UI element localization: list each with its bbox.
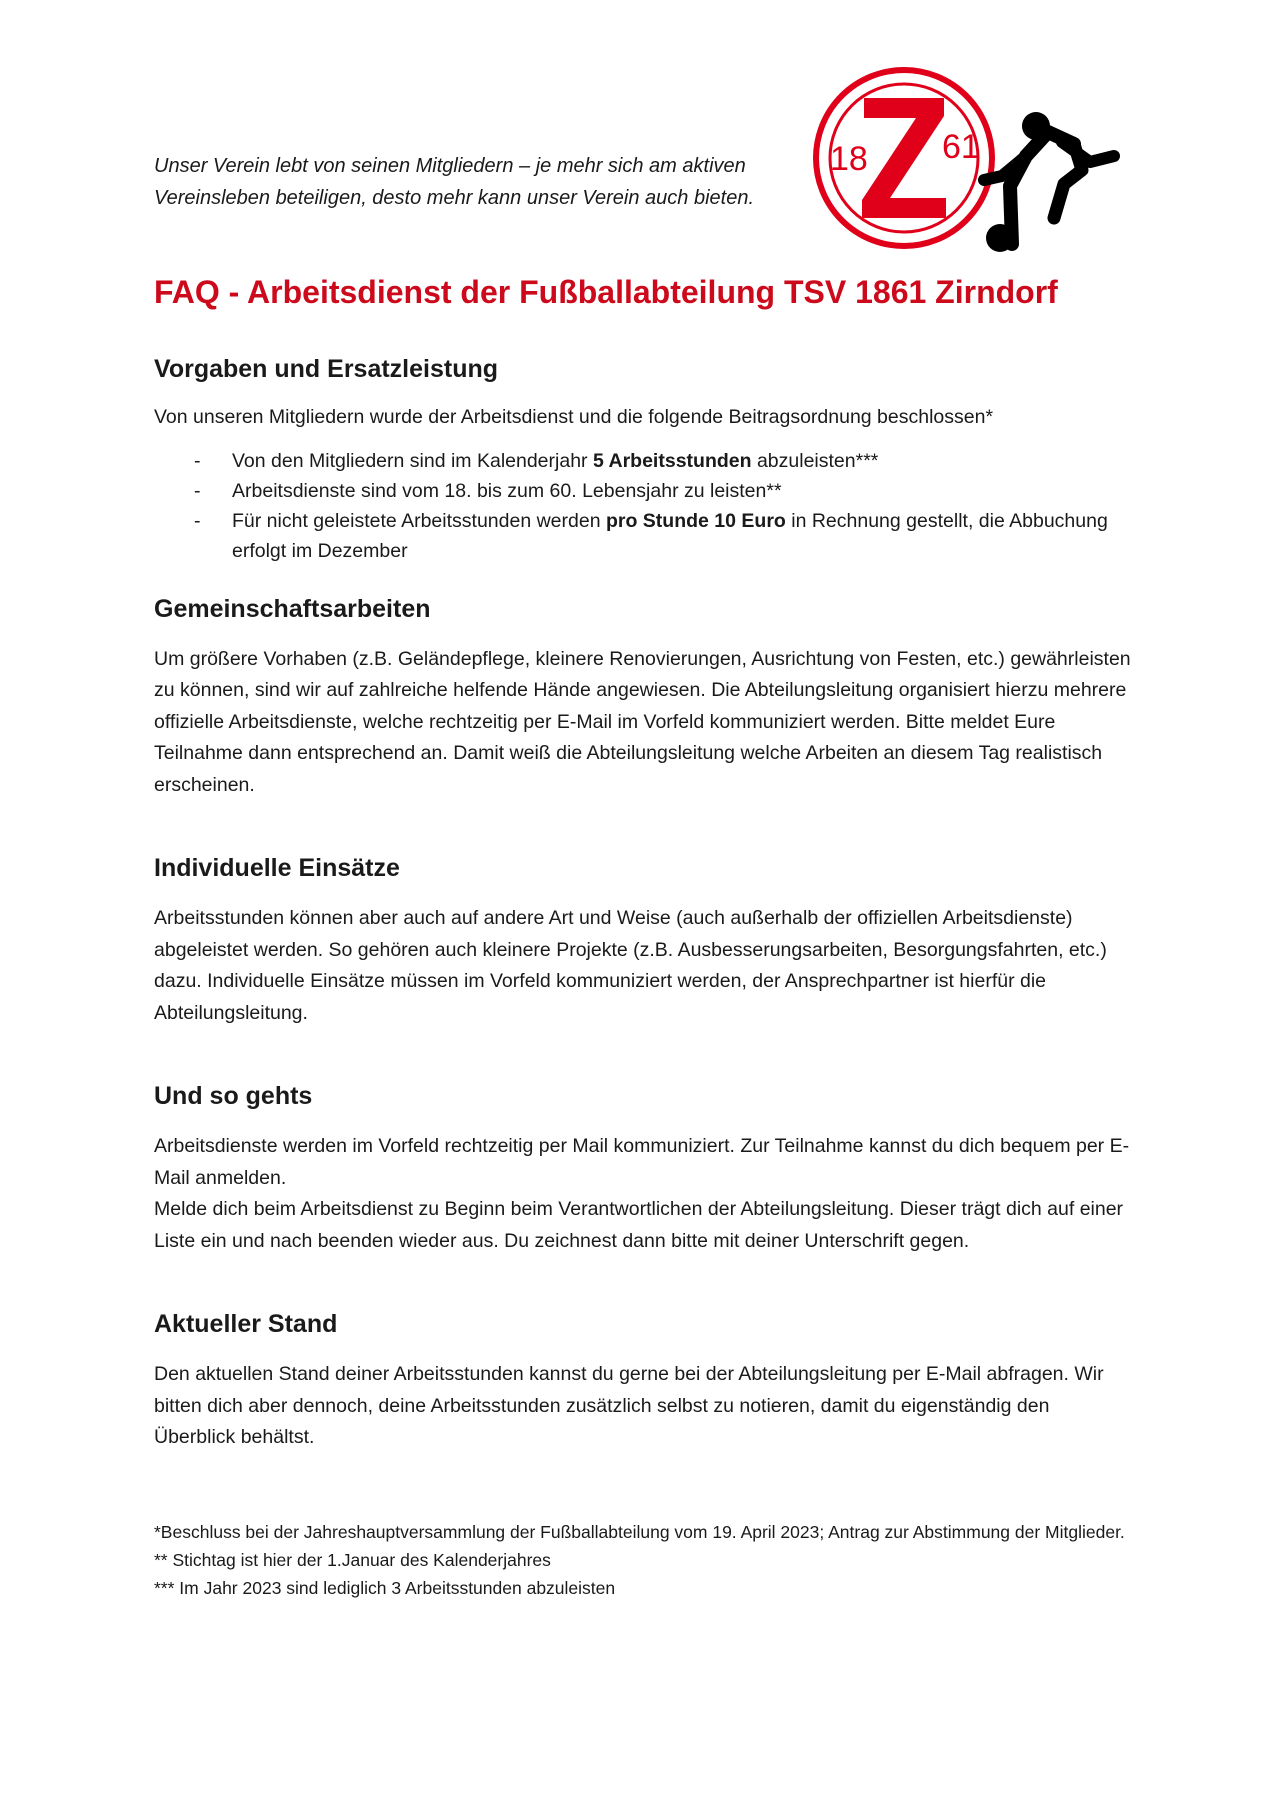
logo-right-number: 61 bbox=[942, 128, 980, 166]
club-logo bbox=[812, 58, 1132, 258]
bullet-dash: - bbox=[194, 509, 201, 532]
document-body bbox=[154, 352, 1134, 1602]
section-heading-vorgaben: Vorgaben und Ersatzleistung bbox=[154, 355, 499, 383]
list-item: - Für nicht geleistete Arbeitsstunden werden pro Stunde 10 Euro in Rechnung gestellt, die Abbuchung erfolgt im Dezember bbox=[154, 506, 1134, 566]
emphasis: 5 Arbeitsstunden bbox=[592, 449, 752, 472]
emphasis: pro Stunde 10 Euro bbox=[605, 509, 786, 532]
section-text-sogehts-2: Melde dich beim Arbeitsdienst zu Beginn beim Verantwortlichen der Abteilungsleitung. Dieser trägt dich auf einer Liste ein und nach beenden wieder aus. Du zeichnest dann bitte mit deiner Unterschrift gegen. bbox=[154, 1198, 1124, 1252]
bullet-dash: - bbox=[194, 479, 201, 502]
logo-z-letter bbox=[862, 98, 946, 218]
soccer-ball-icon bbox=[986, 224, 1014, 252]
list-item: - Arbeitsdienste sind vom 18. bis zum 60. Lebensjahr zu leisten** bbox=[154, 476, 1134, 506]
section-heading-individuell: Individuelle Einsätze bbox=[154, 854, 400, 882]
list-item: - Von den Mitgliedern sind im Kalenderjahr 5 Arbeitsstunden abzuleisten*** bbox=[154, 446, 1134, 476]
footnote-1: *Beschluss bei der Jahreshauptversammlung der Fußballabteilung vom 19. April 2023; Antrag zur Abstimmung der Mitglieder. bbox=[154, 1521, 1125, 1542]
section-heading-gemeinschaft: Gemeinschaftsarbeiten bbox=[154, 594, 431, 623]
section-text-sogehts-1: Arbeitsdienste werden im Vorfeld rechtzeitig per Mail kommuniziert. Zur Teilnahme kannst du dich bequem per E-Mail anmelden. bbox=[154, 1135, 1130, 1189]
section-text-vorgaben: Von unseren Mitgliedern wurde der Arbeitsdienst und die folgende Beitragsordnung beschlossen* bbox=[154, 406, 994, 428]
section-heading-sogehts: Und so gehts bbox=[154, 1082, 313, 1110]
footnote-3: *** Im Jahr 2023 sind lediglich 3 Arbeitsstunden abzuleisten bbox=[154, 1577, 616, 1598]
intro-line-2: Vereinsleben beteiligen, desto mehr kann unser Verein auch bieten. bbox=[154, 187, 755, 209]
section-text-stand: Den aktuellen Stand deiner Arbeitsstunden kannst du gerne bei der Abteilungsleitung per E-Mail abfragen. Wir bitten dich aber dennoch, deine Arbeitsstunden zusätzlich selbst zu notieren, damit du eigenständig den Überblick behältst. bbox=[154, 1363, 1104, 1448]
footnote-2: ** Stichtag ist hier der 1.Januar des Kalenderjahres bbox=[154, 1549, 551, 1570]
rules-list bbox=[154, 446, 1134, 566]
soccer-player-icon bbox=[984, 112, 1114, 252]
intro-quote bbox=[154, 150, 814, 214]
intro-line-1: Unser Verein lebt von seinen Mitgliedern – je mehr sich am aktiven bbox=[154, 155, 746, 177]
section-text-gemeinschaft: Um größere Vorhaben (z.B. Geländepflege, kleinere Renovierungen, Ausrichtung von Festen, etc.) gewährleisten zu können, sind wir auf zahlreiche helfende Hände angewiesen. Die Abteilungsleitung organisiert hierzu mehrere offizielle Arbeitsdienste, welche rechtzeitig per E-Mail im Vorfeld kommuniziert werden. Bitte meldet Eure Teilnahme dann entsprechend an. Damit weiß die Abteilungsleitung welche Arbeiten an diesem Tag realistisch erscheinen. bbox=[154, 647, 1131, 796]
page-title: FAQ - Arbeitsdienst der Fußballabteilung TSV 1861 Zirndorf bbox=[154, 274, 1058, 310]
section-text-individuell: Arbeitsstunden können aber auch auf andere Art und Weise (auch außerhalb der offiziellen Arbeitsdienste) abgeleistet werden. So gehören auch kleinere Projekte (z.B. Ausbesserungsarbeiten, Besorgungsfahrten, etc.) dazu. Individuelle Einsätze müssen im Vorfeld kommuniziert werden, der Ansprechpartner ist hierfür die Abteilungsleitung. bbox=[154, 907, 1107, 1024]
section-heading-stand: Aktueller Stand bbox=[154, 1310, 338, 1338]
logo-left-number: 18 bbox=[830, 140, 868, 178]
footnotes bbox=[154, 1518, 1134, 1602]
bullet-dash: - bbox=[194, 449, 201, 472]
